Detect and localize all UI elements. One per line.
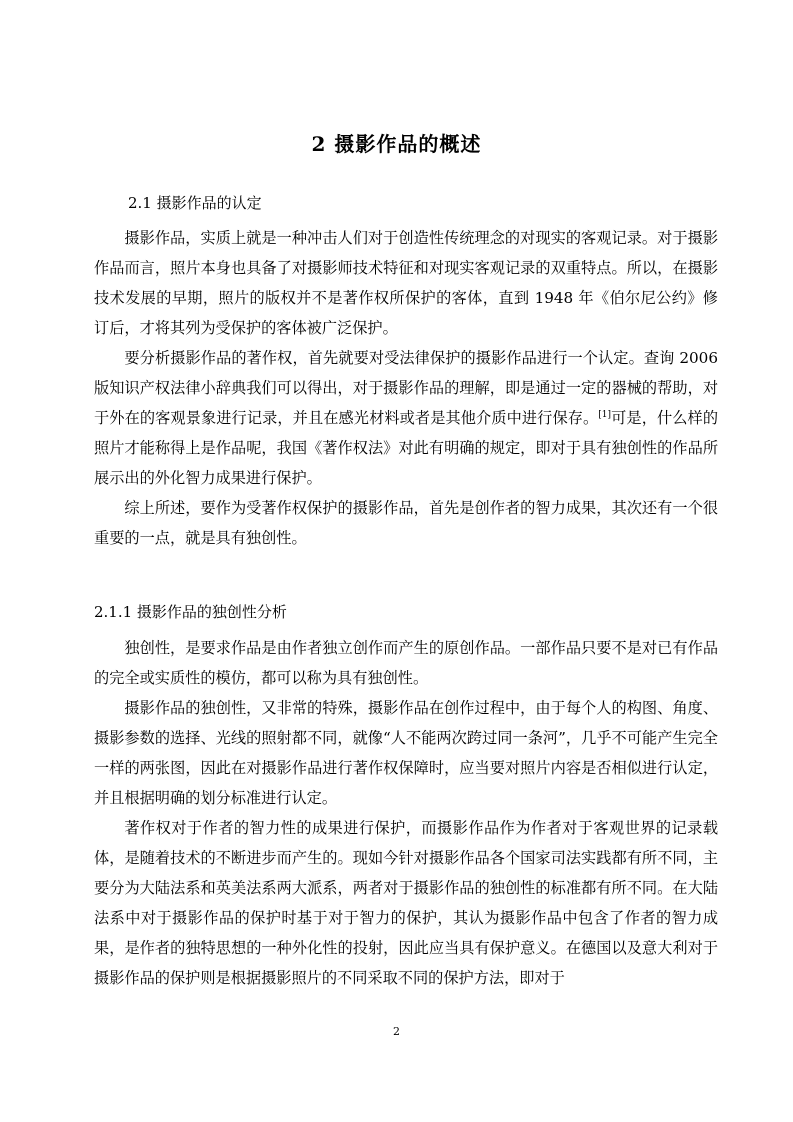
- section-2-1-body: [94, 223, 718, 553]
- page-number: 2: [393, 1025, 400, 1038]
- paragraph: 摄影作品的独创性，又非常的特殊，摄影作品在创作过程中，由于每个人的构图、角度、摄影参数的选择、光线的照射都不同，就像“人不能两次跨过同一条河”，几乎不可能产生完全一样的两张图，因此在对摄影作品进行著作权保障时，应当要对照片内容是否相似进行认定，并且根据明确的划分标准进行认定。: [94, 699, 718, 807]
- paragraph-with-citation: [94, 343, 718, 493]
- paragraph: 综上所述，要作为受著作权保护的摄影作品，首先是创作者的智力成果，其次还有一个很重要的一点，就是具有独创性。: [94, 499, 718, 547]
- section-heading-2-1-1: 2.1.1 摄影作品的独创性分析: [94, 603, 287, 621]
- paragraph-text: 可是，什么样的照片才能称得上是作品呢，我国《著作权法》对此有明确的规定，即对于具有独创性的作品所展示出的外化智力成果进行保护。: [94, 409, 718, 487]
- section-2-1-1-body: [94, 633, 718, 993]
- paragraph: 著作权对于作者的智力性的成果进行保护，而摄影作品作为作者对于客观世界的记录载体，是随着技术的不断进步而产生的。现如今针对摄影作品各个国家司法实践都有所不同，主要分为大陆法系和英美法系两大派系，两者对于摄影作品的独创性的标准都有所不同。在大陆法系中对于摄影作品的保护时基于对于智力的保护，其认为摄影作品中包含了作者的智力成果，是作者的独特思想的一种外化性的投射，因此应当具有保护意义。在德国以及意大利对于摄影作品的保护则是根据摄影照片的不同采取不同的保护方法，即对于: [94, 819, 718, 987]
- section-heading-2-1: 2.1 摄影作品的认定: [128, 194, 262, 212]
- paragraph: 独创性，是要求作品是由作者独立创作而产生的原创作品。一部作品只要不是对已有作品的完全或实质性的模仿，都可以称为具有独创性。: [94, 639, 718, 687]
- chapter-title: 2 摄影作品的概述: [311, 132, 482, 156]
- paragraph: 摄影作品，实质上就是一种冲击人们对于创造性传统理念的对现实的客观记录。对于摄影作品而言，照片本身也具备了对摄影师技术特征和对现实客观记录的双重特点。所以，在摄影技术发展的早期，照片的版权并不是著作权所保护的客体，直到 1948 年《伯尔尼公约》修订后，才将其列为受保护的客体被广泛保护。: [94, 229, 718, 337]
- citation-ref[interactable]: [1]: [598, 410, 612, 420]
- paragraph-text: 要分析摄影作品的著作权，首先就要对受法律保护的摄影作品进行一个认定。查询 2006 版知识产权法律小辞典我们可以得出，对于摄影作品的理解，即是通过一定的器械的帮助，对于外在的客观景象进行记录，并且在感光材料或者是其他介质中进行保存。: [94, 349, 718, 427]
